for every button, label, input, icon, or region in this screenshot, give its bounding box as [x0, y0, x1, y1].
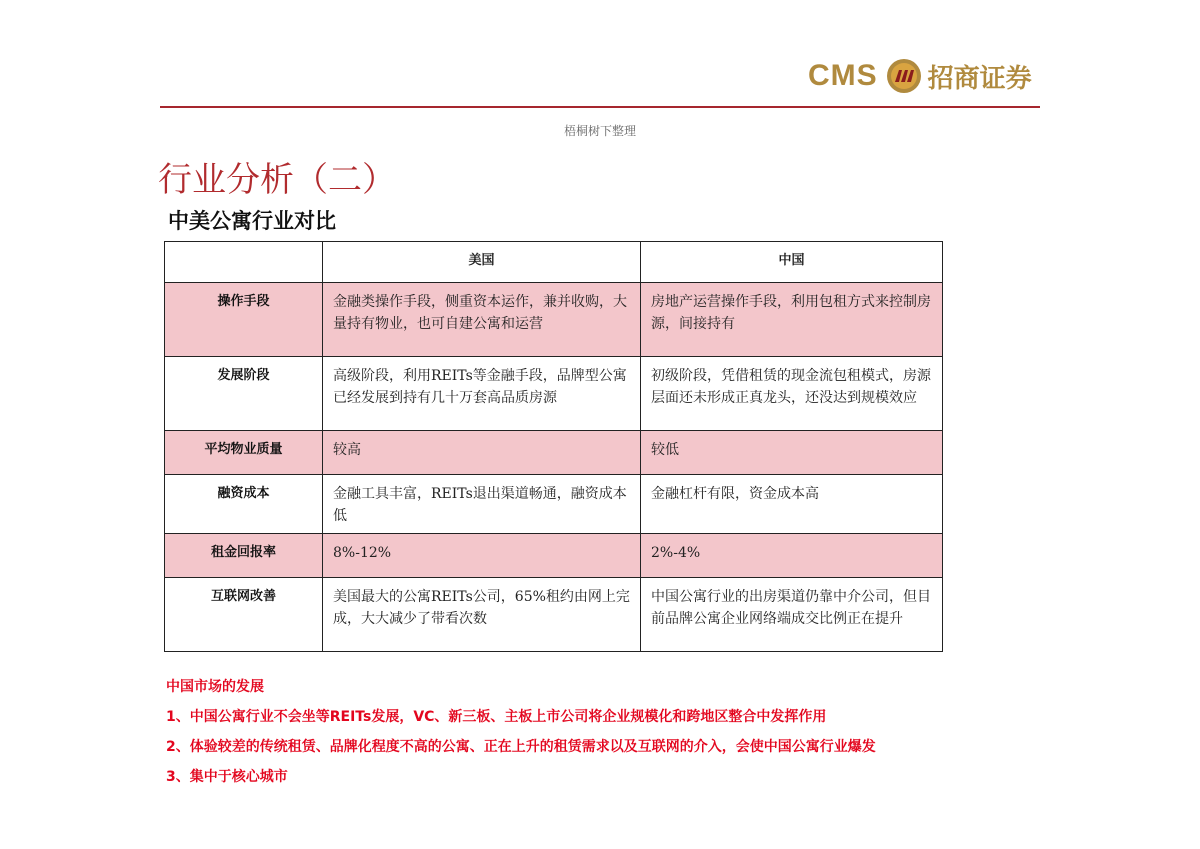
table-row	[165, 283, 943, 357]
brand-logo	[808, 56, 1032, 96]
table-row	[165, 578, 943, 652]
cell-cn: 中国公寓行业的出房渠道仍靠中介公司，但目前品牌公寓企业网络端成交比例正在提升	[641, 578, 943, 652]
header-cell-cn: 中国	[641, 242, 943, 283]
comparison-table	[164, 241, 943, 652]
table-row	[165, 475, 943, 534]
cell-cn: 房地产运营操作手段，利用包租方式来控制房源，间接持有	[641, 283, 943, 357]
cell-us: 8%-12%	[323, 534, 641, 578]
section-subtitle: 中美公寓行业对比	[168, 209, 336, 233]
note-item: 1、中国公寓行业不会坐等REITs发展，VC、新三板、主板上市公司将企业规模化和跨地区整合中发挥作用	[166, 709, 827, 725]
note-item: 3、集中于核心城市	[166, 769, 288, 785]
header-divider	[160, 106, 1040, 108]
row-label: 平均物业质量	[165, 431, 323, 475]
row-label: 操作手段	[165, 283, 323, 357]
row-label: 租金回报率	[165, 534, 323, 578]
cell-us: 金融工具丰富，REITs退出渠道畅通，融资成本低	[323, 475, 641, 534]
logo-emblem-icon	[886, 58, 922, 94]
page-title: 行业分析（二）	[158, 160, 396, 200]
header-cell-empty	[165, 242, 323, 283]
cell-cn: 较低	[641, 431, 943, 475]
cell-cn: 初级阶段，凭借租赁的现金流包租模式，房源层面还未形成正真龙头，还没达到规模效应	[641, 357, 943, 431]
notes-section	[166, 672, 1066, 792]
cell-cn: 金融杠杆有限，资金成本高	[641, 475, 943, 534]
notes-heading: 中国市场的发展	[166, 679, 264, 695]
row-label: 融资成本	[165, 475, 323, 534]
logo-text-cms: CMS	[808, 59, 878, 92]
table-header-row	[165, 242, 943, 283]
logo-text-cn: 招商证券	[927, 63, 1032, 94]
cell-us: 金融类操作手段，侧重资本运作，兼并收购，大量持有物业，也可自建公寓和运营	[323, 283, 641, 357]
cell-us: 美国最大的公寓REITs公司，65%租约由网上完成，大大减少了带看次数	[323, 578, 641, 652]
page-caption: 梧桐树下整理	[563, 124, 636, 138]
header-cell-us: 美国	[323, 242, 641, 283]
table-row	[165, 534, 943, 578]
table-row	[165, 431, 943, 475]
cell-cn: 2%-4%	[641, 534, 943, 578]
cell-us: 高级阶段，利用REITs等金融手段，品牌型公寓已经发展到持有几十万套高品质房源	[323, 357, 641, 431]
table-row	[165, 357, 943, 431]
cell-us: 较高	[323, 431, 641, 475]
row-label: 发展阶段	[165, 357, 323, 431]
row-label: 互联网改善	[165, 578, 323, 652]
note-item: 2、体验较差的传统租赁、品牌化程度不高的公寓、正在上升的租赁需求以及互联网的介入，会使中国公寓行业爆发	[166, 739, 876, 755]
